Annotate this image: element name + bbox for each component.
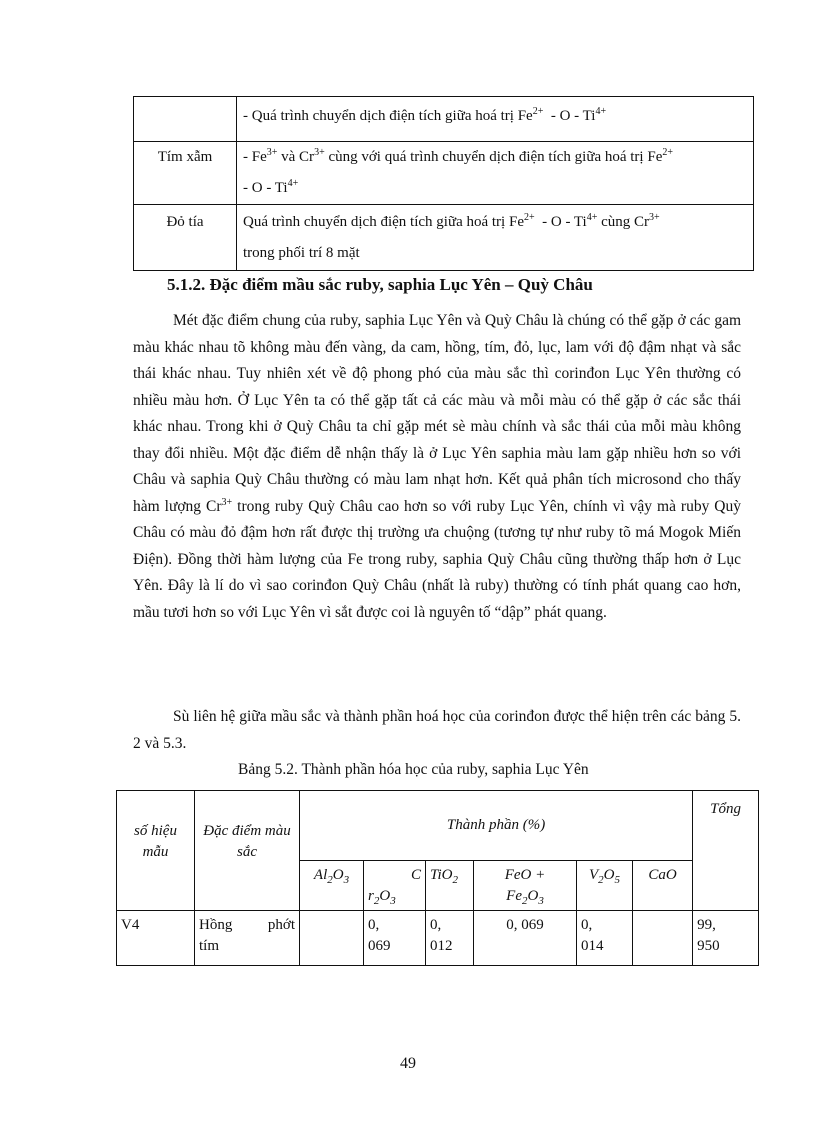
color-origin-table	[133, 96, 754, 271]
table-row	[134, 97, 754, 142]
sample-number-header: số hiệu mẫu	[117, 791, 195, 911]
table-caption: Bảng 5.2. Thành phần hóa học của ruby, saphia Lục Yên	[238, 761, 589, 778]
table-row	[117, 911, 759, 966]
feo-fe2o3-header: FeO + $Fe_2O_3$	[474, 861, 577, 911]
cr2o3-cell: 0, 069	[364, 911, 426, 966]
color-feature-header: Đặc điểm màu sắc	[195, 791, 300, 911]
al2o3-header: $Al_2O_3$	[300, 861, 364, 911]
description-cell: Quá trình chuyển dịch điện tích giữa hoá trị $Fe^{2+}$ - O - $Ti^{4+}$ cùng $Cr^{3+}$ trong phối trí 8 mặt	[237, 205, 754, 271]
total-cell: 99, 950	[693, 911, 759, 966]
total-header: Tổng	[693, 791, 759, 911]
cao-cell	[633, 911, 693, 966]
feo-cell: 0, 069	[474, 911, 577, 966]
description-cell: - $Fe^{3+}$ và $Cr^{3+}$ cùng với quá trình chuyển dịch điện tích giữa hoá trị $Fe^{2+}$ - O - $Ti^{4+}$	[237, 142, 754, 205]
sample-cell: V4	[117, 911, 195, 966]
composition-header: Thành phần (%)	[300, 791, 693, 861]
tio2-cell: 0, 012	[426, 911, 474, 966]
color-cell: Đỏ tía	[134, 205, 237, 271]
chemical-composition-table	[116, 790, 759, 966]
cao-header: CaO	[633, 861, 693, 911]
table-row	[134, 142, 754, 205]
table-row	[134, 205, 754, 271]
v2o5-cell: 0, 014	[577, 911, 633, 966]
v2o5-header: $V_2O_5$	[577, 861, 633, 911]
tio2-header: TiO$_2$	[426, 861, 474, 911]
body-paragraph: Sù liên hệ giữa mầu sắc và thành phần hoá học của corinđon được thể hiện trên các bảng 5. 2 và 5.3.	[133, 708, 741, 752]
section-heading: 5.1.2. Đặc điểm mầu sắc ruby, saphia Lục Yên – Quỳ Châu	[167, 275, 593, 294]
al2o3-cell	[300, 911, 364, 966]
description-cell: - Quá trình chuyển dịch điện tích giữa hoá trị $Fe^{2+}$ - O - $Ti^{4+}$	[237, 97, 754, 142]
table-header-row	[117, 791, 759, 861]
color-cell	[134, 97, 237, 142]
body-paragraph: Mét đặc điểm chung của ruby, saphia Lục Yên và Quỳ Châu là chúng có thể gặp ở các gam màu khác nhau tõ không màu đến vàng, da cam, hồng, tím, đỏ, lục, lam với độ đậm nhạt và sắc thái khác nhau. Tuy nhiên xét về độ phong phó của màu sắc thì corinđon Lục Yên thường có nhiều màu hơn. Ở Lục Yên ta có thể gặp tất cả các màu và mỗi màu có thể gặp ở các sắc thái khác nhau. Trong khi ở Quỳ Châu ta chỉ gặp mét sè màu chính và sắc thái của mỗi màu không thay đổi nhiều. Một đặc điểm dễ nhận thấy là ở Lục Yên saphia màu lam gặp nhiều hơn so với Châu và saphia Quỳ Châu thường có màu lam nhạt hơn. Kết quả phân tích microsond cho thấy hàm lượng $Cr^{3+}$ trong ruby Quỳ Châu cao hơn so với ruby Lục Yên, chính vì vậy mà ruby Quỳ Châu có màu đỏ đậm hơn rất được thị trường ưa chuộng (tương tự như ruby tõ má Mogok Miến Điện). Đồng thời hàm lượng của Fe trong ruby, saphia Quỳ Châu cũng thường thấp hơn ở Lục Yên. Đây là lí do vì sao corinđon Quỳ Châu (nhất là ruby) thường có tính phát quang cao hơn, mầu tươi hơn so với Lục Yên vì sắt được coi là nguyên tố “dập” phát quang.	[133, 312, 741, 621]
page-number: 49	[400, 1055, 416, 1072]
cr2o3-header: C $r_2O_3$	[364, 861, 426, 911]
color-cell: Hồng phớt tím	[195, 911, 300, 966]
color-cell: Tím xẫm	[134, 142, 237, 205]
